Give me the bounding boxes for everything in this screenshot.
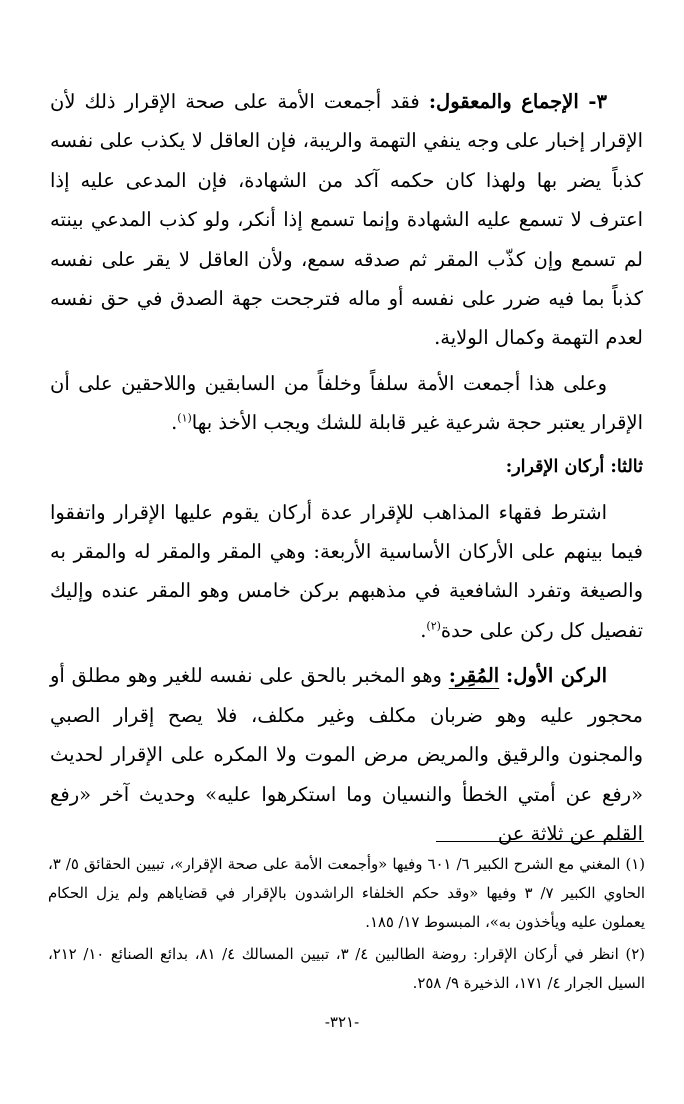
consensus-end: . [171, 411, 178, 435]
pillars-intro-text: اشترط فقهاء المذاهب للإقرار عدة أركان يقوم عليها الإقرار واتفقوا فيما بينهم على الأركان الأساسية الأربعة: وهي المقر والمقر له والمقر به والصيغة وتفرد الشافعية في مذهبهم بركن خامس وهو المقر عنده وإليك تفصيل كل ركن على حدة [50, 500, 643, 642]
section3-heading: ٣- الإجماع والمعقول: [428, 90, 607, 113]
page-number: -٣٢١- [324, 1013, 360, 1031]
pillars-intro-paragraph [50, 493, 643, 651]
footnote-1: (١) المغني مع الشرح الكبير ٦/ ٦٠١ وفيها «وأجمعت الأمة على صحة الإقرار»، تبيين الحقائق ٥/ ٣، الحاوي الكبير ٧/ ٣ وفيها «وقد حكم الخلفاء الراشدون بالإقرار في قضاياهم ولم يزل الحكام يعملون عليه ويأخذون به»، المبسوط ١٧/ ١٨٥. [48, 856, 645, 931]
footnote-ref-2[interactable]: (٢) [426, 619, 441, 633]
pillars-intro-end: . [420, 618, 427, 642]
pillar1-term: المُقِر: [448, 664, 500, 688]
pillar1-paragraph [50, 656, 643, 853]
consensus-text: وعلى هذا أجمعت الأمة سلفاً وخلفاً من السابقين واللاحقين على أن الإقرار يعتبر حجة شرعية غير قابلة للشك ويجب الأخذ بها [50, 371, 643, 435]
footnote-2: (٢) انظر في أركان الإقرار: روضة الطالبين ٤/ ٣، تبيين المسالك ٤/ ٨١، بدائع الصنائع ١٠/ ٢١٢، السيل الجرار ٤/ ١٧١، الذخيرة ٩/ ٢٥٨. [48, 946, 645, 992]
pillars-heading: ثالثا: أركان الإقرار: [505, 456, 643, 477]
footnotes [48, 850, 645, 1001]
section3-body: فقد أجمعت الأمة على صحة الإقرار ذلك لأن الإقرار إخبار على وجه ينفي التهمة والريبة، فإن العاقل لا يكذب على نفسه كذباً يضر بها ولهذا كان حكمه آكد من الشهادة، فإن المدعى عليه إذا اعترف لا تسمع عليه الشهادة وإنما تسمع إذا أنكر، ولو كذب المدعي بينته لم تسمع وإن كذّب المقر ثم صدقه سمع، ولأن العاقل لا يقر على نفسه كذباً بما فيه ضرر على نفسه أو ماله فترجحت جهة الصدق في حق نفسه لعدم التهمة وكمال الولاية. [50, 90, 643, 350]
pillar1-text: وهو المخبر بالحق على نفسه للغير وهو مطلق أو محجور عليه وهو ضربان مكلف وغير مكلف، فلا يصح إقرار الصبي والمجنون والرقيق والمريض مرض الموت ولا المكره على الإقرار لحديث «رفع عن أمتي الخطأ والنسيان وما استكرهوا عليه» وحديث آخر «رفع القلم عن ثلاثة عن [50, 664, 643, 845]
footnote-divider [436, 841, 644, 842]
pillar1-label: الركن الأول: [506, 664, 607, 688]
section3-paragraph [50, 82, 643, 358]
footnote-ref-1[interactable]: (١) [177, 411, 192, 425]
page-body [50, 82, 643, 859]
consensus-paragraph [50, 364, 643, 443]
